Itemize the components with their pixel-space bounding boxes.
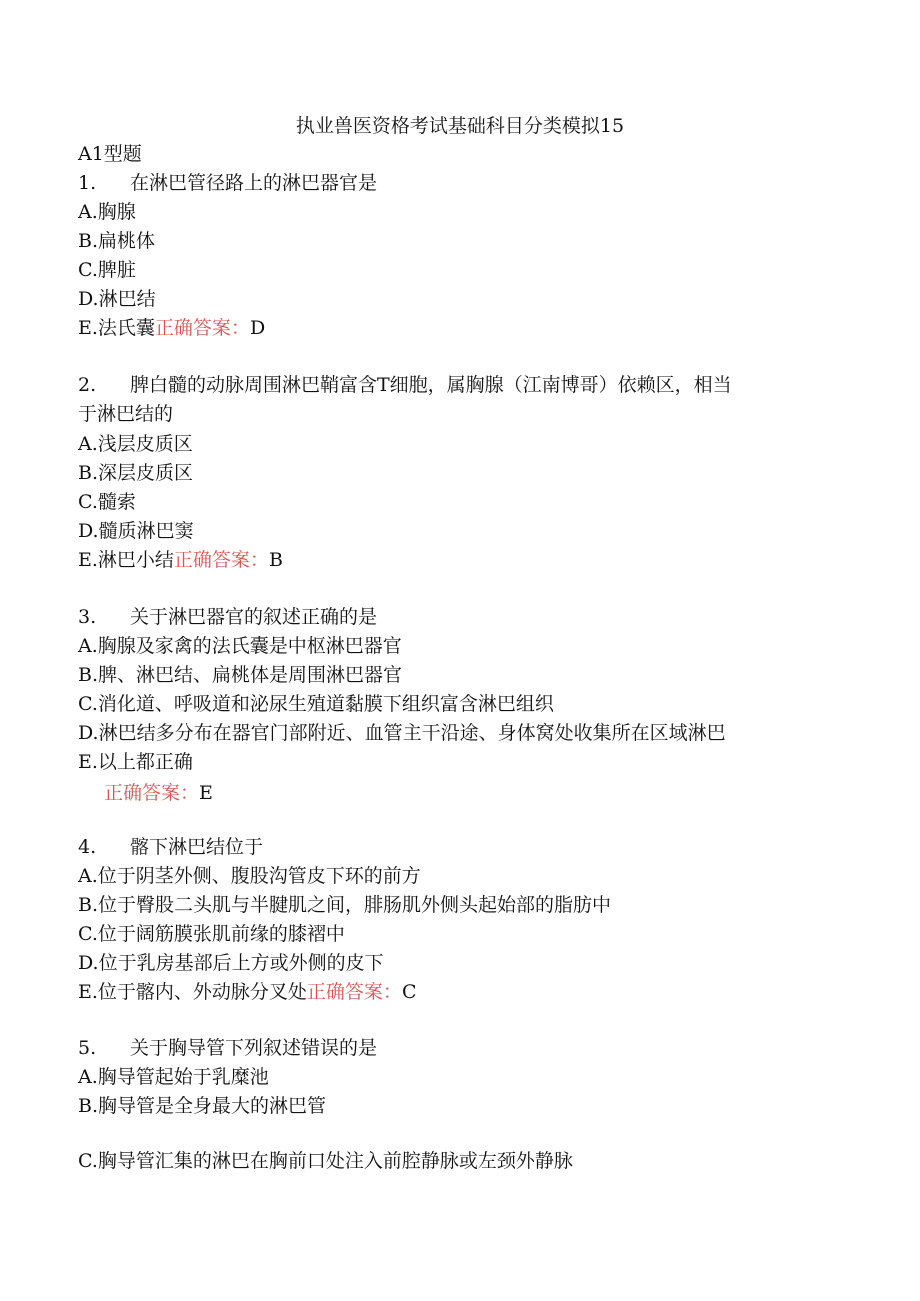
question-number: 5. [78,1037,97,1059]
question-text: 髂下淋巴结位于 [130,836,264,858]
answer-label: 正确答案： [154,317,250,339]
question-3-option-e: E.以上都正确 [78,751,193,773]
question-2-stem-continued: 于淋巴结的 [78,403,174,425]
question-4-option-e [78,978,416,1007]
question-1-stem [78,169,377,198]
question-text: 关于淋巴器官的叙述正确的是 [130,606,378,628]
question-3-option-d: D.淋巴结多分布在器官门部附近、血管主干沿途、身体窝处收集所在区域淋巴 [78,722,726,744]
question-5-option-c: C.胸导管汇集的淋巴在胸前口处注入前腔静脉或左颈外静脉 [78,1150,573,1172]
question-text: 在淋巴管径路上的淋巴器官是 [130,172,378,194]
question-4-option-a: A.位于阴茎外侧、腹股沟管皮下环的前方 [78,865,421,887]
answer-label: 正确答案： [173,549,269,571]
answer-value: D [249,317,266,339]
question-2-option-d: D.髓质淋巴窦 [78,520,194,542]
question-2-stem [78,371,732,400]
question-4-stem [78,833,263,862]
question-3-answer [104,779,213,808]
question-1-option-b: B.扁桃体 [78,230,156,252]
answer-value: C [401,981,417,1003]
question-text: 脾白髓的动脉周围淋巴鞘富含T细胞，属胸腺（江南博哥）依赖区，相当 [130,374,732,396]
question-number: 3. [78,606,97,628]
question-number: 1. [78,172,97,194]
question-2-option-e [78,546,283,575]
question-number: 4. [78,836,97,858]
question-1-option-d: D.淋巴结 [78,288,156,310]
question-3-option-b: B.脾、淋巴结、扁桃体是周围淋巴器官 [78,664,403,686]
document-title: 执业兽医资格考试基础科目分类模拟15 [295,115,625,137]
question-3-option-c: C.消化道、呼吸道和泌尿生殖道黏膜下组织富含淋巴组织 [78,693,554,715]
answer-label: 正确答案： [104,782,200,804]
question-1-option-e [78,314,265,343]
option-text: E.法氏囊 [78,317,155,339]
answer-label: 正确答案： [306,981,402,1003]
question-2-option-c: C.髓索 [78,491,136,513]
question-3-stem [78,603,377,632]
question-3-option-a: A.胸腺及家禽的法氏囊是中枢淋巴器官 [78,635,402,657]
question-1-option-c: C.脾脏 [78,259,136,281]
question-2-option-b: B.深层皮质区 [78,462,194,484]
question-5-stem [78,1034,377,1063]
question-4-option-d: D.位于乳房基部后上方或外侧的皮下 [78,952,384,974]
answer-value: E [199,782,213,804]
question-number: 2. [78,374,97,396]
question-5-option-a: A.胸导管起始于乳糜池 [78,1066,269,1088]
question-text: 关于胸导管下列叙述错误的是 [130,1037,378,1059]
answer-value: B [268,549,283,571]
question-4-option-b: B.位于臀股二头肌与半腱肌之间，腓肠肌外侧头起始部的脂肪中 [78,894,612,916]
question-1-option-a: A.胸腺 [78,201,136,223]
option-text: E.位于髂内、外动脉分叉处 [78,981,307,1003]
question-2-option-a: A.浅层皮质区 [78,433,193,455]
question-4-option-c: C.位于阔筋膜张肌前缘的膝褶中 [78,923,345,945]
option-text: E.淋巴小结 [78,549,174,571]
section-heading: A1型题 [78,143,142,165]
question-5-option-b: B.胸导管是全身最大的淋巴管 [78,1095,327,1117]
